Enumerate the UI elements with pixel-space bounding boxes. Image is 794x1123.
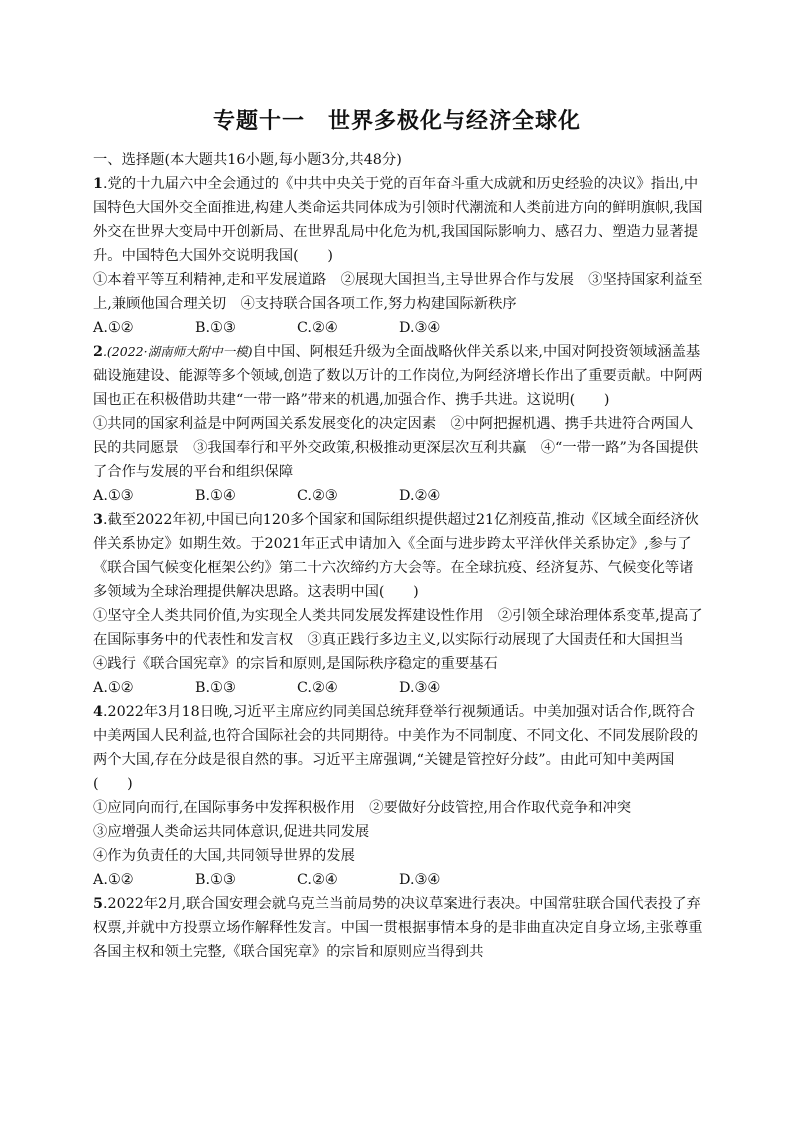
choice-d[interactable]: D.②④ [399,488,441,504]
choice-d[interactable]: D.③④ [399,680,441,696]
question-stem [93,700,705,796]
question-stem [93,340,705,412]
choice-b[interactable]: B.①③ [195,320,236,336]
choice-b[interactable]: B.①④ [195,488,236,504]
choice-d[interactable]: D.③④ [399,320,441,336]
question-text: .2022年2月,联合国安理会就乌克兰当前局势的决议草案进行表决。中国常驻联合国代表投了弃权票,并就中方投票立场作解释性发言。中国一贯根据事情本身的是非曲直决定自身立场,主张尊重各国主权和领土完整,《联合国宪章》的宗旨和原则应当得到共 [93,896,703,960]
choice-d[interactable]: D.③④ [399,872,441,888]
question-stem [93,508,705,604]
question-5 [93,892,705,964]
page-title: 专题十一 世界多极化与经济全球化 [212,109,581,134]
choice-a[interactable]: A.①② [93,320,134,336]
question-text: .截至2022年初,中国已向120多个国家和国际组织提供超过21亿剂疫苗,推动《区域全面经济伙伴关系协定》如期生效。于2021年正式申请加入《全面与进步跨太平洋伙伴关系协定》,参与了《联合国气候变化框架公约》第二十六次缔约方大会等。在全球抗疫、经济复苏、气候变化等诸多领域为全球治理提供解决思路。这表明中国( ) [93,512,699,600]
choice-a[interactable]: A.①② [93,680,134,696]
question-4 [93,700,705,892]
question-option-line: ①应同向而行,在国际事务中发挥积极作用 ②要做好分歧管控,用合作取代竞争和冲突 [93,800,632,816]
section-heading: 一、选择题(本大题共16小题,每小题3分,共48分) [93,152,402,168]
question-stem [93,172,705,268]
choice-c[interactable]: C.②③ [297,488,338,504]
choice-c[interactable]: C.②④ [297,680,338,696]
question-number: 5 [93,896,103,912]
question-1 [93,172,705,340]
choice-a[interactable]: A.①② [93,872,134,888]
content [93,148,705,964]
question-stem [93,892,705,964]
answer-choices [93,868,705,892]
answer-choices [93,316,705,340]
question-3 [93,508,705,700]
answer-choices [93,676,705,700]
question-text: 自中国、阿根廷升级为全面战略伙伴关系以来,中国对阿投资领域涵盖基础设施建设、能源等多个领域,创造了数以万计的工作岗位,为阿经济增长作出了重要贡献。中阿两国也正在积极借助共建“一带一路”带来的机遇,加强合作、携手共进。这说明( ) [93,344,703,408]
question-options: ①共同的国家利益是中阿两国关系发展变化的决定因素 ②中阿把握机遇、携手共进符合两国人民的共同愿景 ③我国奉行和平外交政策,积极推动更深层次互利共赢 ④“一带一路”为各国提供了合作与发展的平台和组织保障 [93,416,699,480]
question-text: .2022年3月18日晚,习近平主席应约同美国总统拜登举行视频通话。中美加强对话合作,既符合中美两国人民利益,也符合国际社会的共同期待。中美作为不同制度、不同文化、不同发展阶段的两个大国,存在分歧是很自然的事。习近平主席强调,“关键是管控好分歧”。由此可知中美两国( ) [93,704,699,792]
question-text: .党的十九届六中全会通过的《中共中央关于党的百年奋斗重大成就和历史经验的决议》指出,中国特色大国外交全面推进,构建人类命运共同体成为引领时代潮流和人类前进方向的鲜明旗帜,我国外交在世界大变局中开创新局、在世界乱局中化危为机,我国国际影响力、感召力、塑造力显著提升。中国特色大国外交说明我国( ) [93,176,703,264]
choice-b[interactable]: B.①③ [195,872,236,888]
question-option-line: ③应增强人类命运共同体意识,促进共同发展 [93,824,370,840]
choice-c[interactable]: C.②④ [297,872,338,888]
question-number: 1 [93,176,103,192]
choice-c[interactable]: C.②④ [297,320,338,336]
question-2 [93,340,705,508]
question-number: 3 [93,512,103,528]
question-number: 2 [93,344,103,360]
question-options: ①本着平等互利精神,走和平发展道路 ②展现大国担当,主导世界合作与发展 ③坚持国家利益至上,兼顾他国合理关切 ④支持联合国各项工作,努力构建国际新秩序 [93,272,703,312]
question-source: .(2022·湖南师大附中一模) [102,344,253,359]
choice-a[interactable]: A.①③ [93,488,134,504]
question-options: ①坚守全人类共同价值,为实现全人类共同发展发挥建设性作用 ②引领全球治理体系变革,提高了在国际事务中的代表性和发言权 ③真正践行多边主义,以实际行动展现了大国责任和大国担当 ④践行《联合国宪章》的宗旨和原则,是国际秩序稳定的重要基石 [93,608,703,672]
choice-b[interactable]: B.①③ [195,680,236,696]
answer-choices [93,484,705,508]
question-number: 4 [93,704,103,720]
question-option-line: ④作为负责任的大国,共同领导世界的发展 [93,848,355,864]
